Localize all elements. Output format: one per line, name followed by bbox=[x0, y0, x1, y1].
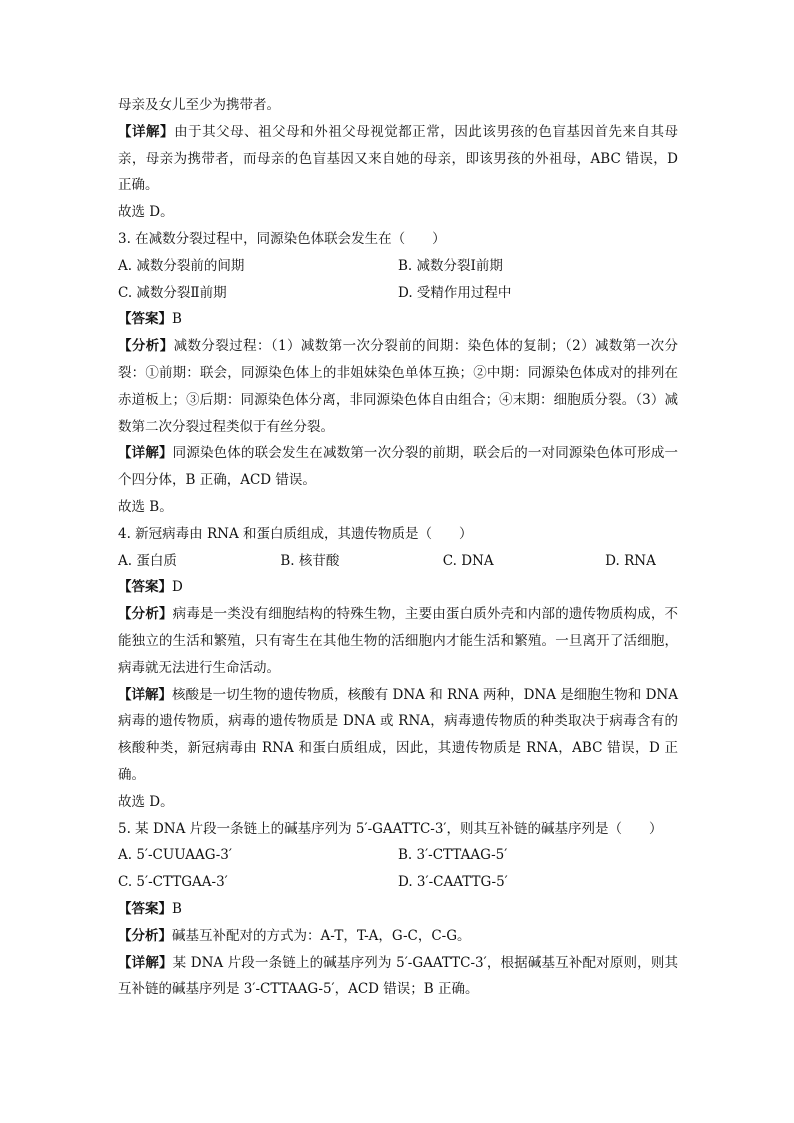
q3-option-a: A. 减数分裂前的间期 bbox=[118, 257, 245, 274]
q5-answer bbox=[118, 896, 678, 923]
answer-value: B bbox=[172, 311, 182, 328]
answer-label: 【答案】 bbox=[118, 579, 172, 596]
q5-stem: 5. 某 DNA 片段一条链上的碱基序列为 5′-GAATTC-3′，则其互补链的碱基序列是（ ） bbox=[118, 820, 663, 837]
detail-label: 【详解】 bbox=[118, 445, 173, 462]
q5-option-a: A. 5′-CUUAAG-3′ bbox=[118, 847, 232, 864]
q5-detail bbox=[118, 950, 678, 1004]
document-page bbox=[118, 92, 678, 1003]
detail-text: 核酸是一切生物的遗传物质，核酸有 DNA 和 RNA 两种，DNA 是细胞生物和 DNA 病毒的遗传物质，病毒的遗传物质是 DNA 或 RNA，病毒遗传物质的种类取决于病毒含有的核酸种类，新冠病毒由 RNA 和蛋白质组成，因此，其遗传物质是 RNA，ABC 错误，D 正确。 bbox=[118, 686, 678, 783]
q3-option-b: B. 减数分裂Ⅰ前期 bbox=[398, 257, 503, 274]
detail-text: 同源染色体的联会发生在减数第一次分裂的前期，联会后的一对同源染色体可形成一个四分体，B 正确，ACD 错误。 bbox=[118, 445, 679, 489]
analysis-label: 【分析】 bbox=[118, 606, 173, 623]
q3-options-row2 bbox=[118, 280, 678, 307]
q3-option-c: C. 减数分裂Ⅱ前期 bbox=[118, 284, 227, 301]
detail-label: 【详解】 bbox=[118, 123, 175, 140]
q3-choose: 故选 B。 bbox=[118, 498, 173, 515]
q5-option-d: D. 3′-CAATTG-5′ bbox=[398, 874, 508, 891]
answer-value: D bbox=[172, 579, 183, 596]
q4-detail bbox=[118, 682, 678, 789]
q4-choose: 故选 D。 bbox=[118, 793, 174, 810]
detail-label: 【详解】 bbox=[118, 686, 173, 703]
q4-stem: 4. 新冠病毒由 RNA 和蛋白质组成，其遗传物质是（ ） bbox=[118, 525, 473, 542]
q3-analysis bbox=[118, 333, 678, 440]
q4-option-a: A. 蛋白质 bbox=[118, 552, 177, 569]
q2-tail: 母亲及女儿至少为携带者。 bbox=[118, 97, 280, 113]
q5-option-c: C. 5′-CTTGAA-3′ bbox=[118, 874, 228, 891]
q3-detail bbox=[118, 440, 678, 494]
answer-value: B bbox=[172, 900, 182, 917]
q4-option-d: D. RNA bbox=[605, 552, 656, 569]
analysis-label: 【分析】 bbox=[118, 927, 172, 944]
q2-choose: 故选 D。 bbox=[118, 204, 174, 221]
q4-analysis bbox=[118, 601, 678, 681]
analysis-text: 碱基互补配对的方式为：A-T，T-A，G-C，C-G。 bbox=[172, 927, 471, 944]
answer-label: 【答案】 bbox=[118, 900, 172, 917]
analysis-label: 【分析】 bbox=[118, 338, 174, 355]
analysis-text: 减数分裂过程：（1）减数第一次分裂前的间期：染色体的复制；（2）减数第一次分裂：①前期：联会，同源染色体上的非姐妹染色单体互换；②中期：同源染色体成对的排列在赤道板上；③后期：同源染色体分离，非同源染色体自由组合；④末期：细胞质分裂。（3）减数第二次分裂过程类似于有丝分裂。 bbox=[118, 338, 678, 435]
q4-option-c: C. DNA bbox=[442, 552, 494, 569]
q3-options-row1 bbox=[118, 253, 678, 280]
q3-option-d: D. 受精作用过程中 bbox=[398, 284, 512, 301]
q5-option-b: B. 3′-CTTAAG-5′ bbox=[398, 847, 508, 864]
q3-answer bbox=[118, 306, 678, 333]
q5-options-row2 bbox=[118, 869, 678, 896]
detail-label: 【详解】 bbox=[118, 954, 173, 971]
q5-options-row1 bbox=[118, 842, 678, 869]
analysis-text: 病毒是一类没有细胞结构的特殊生物，主要由蛋白质外壳和内部的遗传物质构成，不能独立的生活和繁殖，只有寄生在其他生物的活细胞内才能生活和繁殖。一旦离开了活细胞，病毒就无法进行生命活动。 bbox=[118, 606, 679, 676]
q2-detail bbox=[118, 119, 678, 199]
q4-option-b: B. 核苷酸 bbox=[280, 552, 340, 569]
answer-label: 【答案】 bbox=[118, 311, 172, 328]
q3-stem: 3. 在减数分裂过程中，同源染色体联会发生在（ ） bbox=[118, 230, 446, 247]
detail-text: 某 DNA 片段一条链上的碱基序列为 5′-GAATTC-3′，根据碱基互补配对原则，则其互补链的碱基序列是 3′-CTTAAG-5′，ACD 错误；B 正确。 bbox=[118, 954, 678, 998]
q5-analysis bbox=[118, 923, 678, 950]
q4-answer bbox=[118, 574, 678, 601]
q4-options-row bbox=[118, 548, 678, 575]
detail-text: 由于其父母、祖父母和外祖父母视觉都正常，因此该男孩的色盲基因首先来自其母亲，母亲为携带者，而母亲的色盲基因又来自她的母亲，即该男孩的外祖母，ABC 错误，D 正确。 bbox=[118, 123, 679, 194]
